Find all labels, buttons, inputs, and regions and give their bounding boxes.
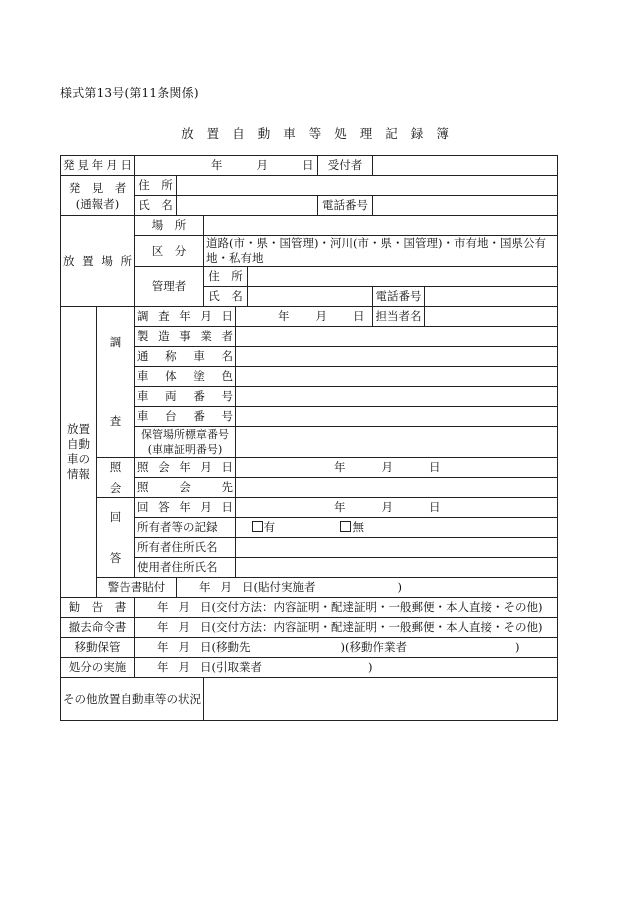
survey-date-row bbox=[61, 307, 558, 327]
survey-date-label: 調 査 年 月 日 bbox=[135, 307, 236, 327]
person-in-charge-field[interactable] bbox=[425, 307, 558, 327]
removal-field[interactable]: 年 月 日(交付方法：内容証明・配達証明・一般郵便・本人直接・その他) bbox=[135, 618, 558, 638]
title-char: 置 bbox=[206, 126, 220, 141]
title-char: 処 bbox=[334, 126, 347, 141]
other-row bbox=[61, 678, 558, 721]
manufacturer-row bbox=[61, 327, 558, 347]
discovery-date-label: 発 見 年 月 日 bbox=[61, 156, 135, 176]
chassis-field[interactable] bbox=[236, 407, 558, 427]
disposal-field[interactable]: 年 月 日(引取業者 ) bbox=[135, 658, 558, 678]
common-name-label: 通 称 車 名 bbox=[135, 347, 236, 367]
inquiry-target-row bbox=[61, 478, 558, 498]
custody-label: 移動保管 bbox=[61, 638, 135, 658]
receiver-field[interactable] bbox=[373, 156, 558, 176]
answer-label: 回 答 bbox=[97, 498, 135, 578]
discoverer-name-row bbox=[61, 196, 558, 216]
place-location-field[interactable] bbox=[204, 216, 558, 236]
record-form-table bbox=[60, 155, 558, 721]
place-label: 放 置 場 所 bbox=[61, 216, 135, 307]
title-char: 等 bbox=[308, 126, 322, 141]
warning-row bbox=[61, 578, 558, 598]
owner-name-row bbox=[61, 538, 558, 558]
manager-phone-label: 電話番号 bbox=[373, 287, 425, 307]
advice-label: 勧 告 書 bbox=[61, 598, 135, 618]
manager-address-row bbox=[61, 267, 558, 287]
discoverer-address-row bbox=[61, 176, 558, 196]
title-char: 自 bbox=[232, 126, 245, 141]
manager-name-label: 氏 名 bbox=[204, 287, 248, 307]
advice-row bbox=[61, 598, 558, 618]
owner-record-yes-checkbox[interactable]: 有 bbox=[252, 520, 276, 534]
parking-cert-label: 保管場所標章番号 (車庫証明番号) bbox=[135, 427, 236, 458]
place-location-label: 場 所 bbox=[135, 216, 204, 236]
receiver-label: 受付者 bbox=[318, 156, 373, 176]
plate-label: 車 両 番 号 bbox=[135, 387, 236, 407]
common-name-row bbox=[61, 347, 558, 367]
person-in-charge-label: 担当者名 bbox=[373, 307, 425, 327]
title-char: 理 bbox=[359, 126, 373, 141]
parking-cert-row bbox=[61, 427, 558, 458]
owner-name-label: 所有者住所氏名 bbox=[135, 538, 236, 558]
inquiry-date-row bbox=[61, 458, 558, 478]
user-name-label: 使用者住所氏名 bbox=[135, 558, 236, 578]
other-label: その他放置自動車等の状況 bbox=[61, 678, 204, 721]
common-name-field[interactable] bbox=[236, 347, 558, 367]
discoverer-address-label: 住 所 bbox=[135, 176, 177, 196]
plate-row bbox=[61, 387, 558, 407]
warning-field[interactable]: 年 月 日(貼付実施者 ) bbox=[177, 578, 558, 598]
custody-row bbox=[61, 638, 558, 658]
answer-date-field[interactable]: 年 月 日 bbox=[236, 498, 558, 518]
chassis-label: 車 台 番 号 bbox=[135, 407, 236, 427]
place-category-row bbox=[61, 236, 558, 267]
inquiry-date-label: 照 会 年 月 日 bbox=[135, 458, 236, 478]
body-color-field[interactable] bbox=[236, 367, 558, 387]
form-title bbox=[0, 124, 630, 142]
disposal-row bbox=[61, 658, 558, 678]
custody-field[interactable]: 年 月 日(移動先 )(移動作業者 ) bbox=[135, 638, 558, 658]
plate-field[interactable] bbox=[236, 387, 558, 407]
discovery-date-field[interactable]: 年 月 日 bbox=[135, 156, 318, 176]
survey-date-field[interactable]: 年 月 日 bbox=[236, 307, 373, 327]
manager-phone-field[interactable] bbox=[425, 287, 558, 307]
title-char: 動 bbox=[257, 126, 271, 141]
parking-cert-field[interactable] bbox=[236, 427, 558, 458]
inquiry-date-field[interactable]: 年 月 日 bbox=[236, 458, 558, 478]
place-category-options[interactable]: 道路(市・県・国管理)・河川(市・県・国管理)・市有地・国県公有地・私有地 bbox=[204, 236, 558, 267]
discovery-date-row bbox=[61, 156, 558, 176]
inquiry-target-field[interactable] bbox=[236, 478, 558, 498]
user-name-field[interactable] bbox=[236, 558, 558, 578]
manager-label: 管理者 bbox=[135, 267, 204, 307]
manufacturer-label: 製 造 事 業 者 bbox=[135, 327, 236, 347]
place-location-row bbox=[61, 216, 558, 236]
discoverer-phone-label: 電話番号 bbox=[318, 196, 373, 216]
discoverer-phone-field[interactable] bbox=[373, 196, 558, 216]
title-char: 車 bbox=[283, 126, 296, 141]
advice-field[interactable]: 年 月 日(交付方法：内容証明・配達証明・一般郵便・本人直接・その他) bbox=[135, 598, 558, 618]
discoverer-name-field[interactable] bbox=[177, 196, 318, 216]
manager-address-label: 住 所 bbox=[204, 267, 248, 287]
title-char: 放 bbox=[181, 126, 194, 141]
place-category-label: 区 分 bbox=[135, 236, 204, 267]
inquiry-label: 照 会 bbox=[97, 458, 135, 498]
discoverer-label: 発 見 者 (通報者) bbox=[61, 176, 135, 216]
answer-date-row bbox=[61, 498, 558, 518]
warning-label: 警告書貼付 bbox=[97, 578, 177, 598]
inquiry-target-label: 照 会 先 bbox=[135, 478, 236, 498]
manager-address-field[interactable] bbox=[248, 267, 558, 287]
discoverer-name-label: 氏 名 bbox=[135, 196, 177, 216]
user-name-row bbox=[61, 558, 558, 578]
owner-record-row bbox=[61, 518, 558, 538]
body-color-row bbox=[61, 367, 558, 387]
owner-name-field[interactable] bbox=[236, 538, 558, 558]
owner-record-no-checkbox[interactable]: 無 bbox=[340, 520, 364, 534]
owner-record-field bbox=[236, 518, 558, 538]
answer-date-label: 回 答 年 月 日 bbox=[135, 498, 236, 518]
title-char: 記 bbox=[385, 126, 398, 141]
other-field[interactable] bbox=[204, 678, 558, 721]
survey-label: 調 査 bbox=[97, 307, 135, 458]
title-char: 簿 bbox=[436, 126, 449, 141]
body-color-label: 車 体 塗 色 bbox=[135, 367, 236, 387]
form-number-label: 様式第13号(第11条関係) bbox=[60, 86, 199, 100]
discoverer-address-field[interactable] bbox=[177, 176, 558, 196]
vehicle-info-label: 放置 自動 車の 情報 bbox=[61, 307, 97, 598]
owner-record-label: 所有者等の記録 bbox=[135, 518, 236, 538]
title-char: 録 bbox=[410, 126, 424, 141]
manager-name-field[interactable] bbox=[248, 287, 373, 307]
disposal-label: 処分の実施 bbox=[61, 658, 135, 678]
manufacturer-field[interactable] bbox=[236, 327, 558, 347]
chassis-row bbox=[61, 407, 558, 427]
removal-label: 撤去命令書 bbox=[61, 618, 135, 638]
removal-row bbox=[61, 618, 558, 638]
